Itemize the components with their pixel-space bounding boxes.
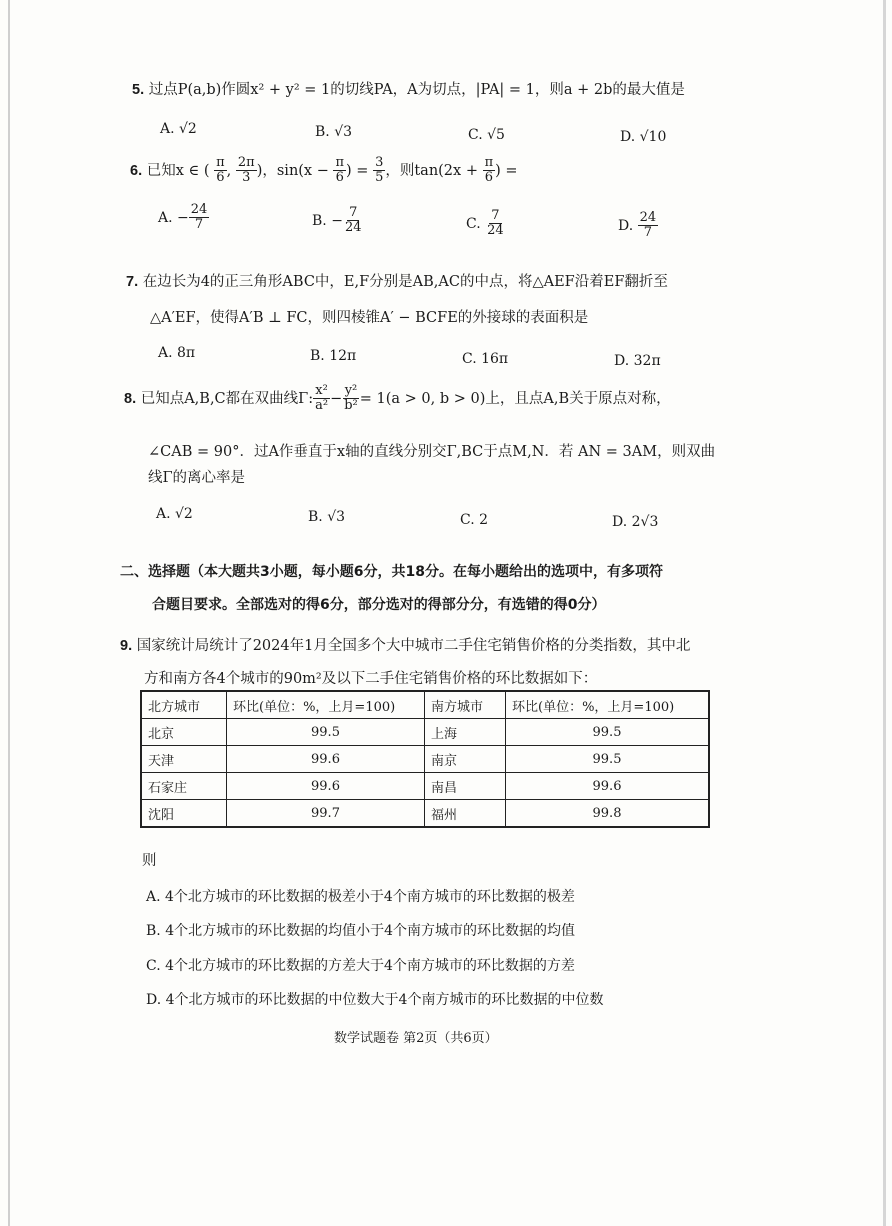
fraction [313, 384, 330, 414]
fraction [343, 206, 364, 236]
stem-part: 已知x ∈ ( [146, 162, 210, 179]
stem-part: = 1(a > 0, b > 0)上，且点A,B关于原点对称， [359, 390, 671, 407]
denominator: 6 [216, 170, 225, 186]
option-d: D. 32π [614, 353, 661, 369]
numerator: 3 [375, 155, 384, 170]
option-sign: − [331, 212, 343, 229]
option-a: A. √2 [156, 506, 193, 522]
table-cell: 石家庄 [141, 773, 227, 800]
numerator: 24 [639, 210, 657, 225]
table-row [141, 746, 709, 773]
page-footer: 数学试题卷 第2页（共6页） [334, 1031, 498, 1046]
denominator: 7 [643, 225, 653, 241]
question-7 [126, 270, 668, 291]
section-heading-line2: 合题目要求。全部选对的得6分，部分选对的得部分分，有选错的得0分） [152, 597, 606, 613]
denominator: 3 [242, 170, 251, 186]
fraction [373, 156, 385, 186]
option-a: A. √2 [160, 121, 197, 137]
stem-part: 已知点A,B,C都在双曲线Γ: [140, 390, 314, 407]
fraction [236, 156, 257, 186]
numerator: 2π [237, 155, 255, 170]
question-6: 6. 已知x ∈ ( $\frac{\pi}{6}$ , $\frac{2\pi}{3}$ )，sin(x − $\frac{\pi}{6}$ ) = $\frac{3}{5}$ ，则tan(2x + $\frac{\pi}{6}$ ) = [130, 155, 518, 186]
minus-sign: − [330, 390, 343, 407]
table-cell: 南京 [425, 746, 506, 773]
fraction [214, 156, 227, 186]
option-b: B. 4个北方城市的环比数据的均值小于4个南方城市的环比数据的均值 [146, 923, 576, 939]
table-cell: 天津 [141, 746, 227, 773]
table-cell: 北京 [141, 719, 227, 746]
data-table [140, 690, 710, 828]
table-header: 环比(单位：%，上月=100) [227, 691, 425, 719]
table-row [141, 773, 709, 800]
option-c: C. √5 [468, 127, 505, 143]
option-c: C. 16π [462, 351, 509, 367]
question-5 [132, 78, 685, 99]
table-cell: 99.5 [506, 746, 710, 773]
table-cell: 99.6 [506, 773, 710, 800]
question-number: 7. [126, 274, 139, 290]
table-cell: 福州 [425, 800, 506, 828]
stem-part: ) = [346, 162, 369, 179]
question-number: 5. [132, 82, 145, 98]
option-a: A. 4个北方城市的环比数据的极差小于4个南方城市的环比数据的极差 [146, 889, 575, 905]
table-header: 环比(单位：%，上月=100) [506, 691, 710, 719]
table-cell: 99.6 [227, 773, 425, 800]
table-cell: 99.5 [227, 719, 425, 746]
question-stem-line1: 国家统计局统计了2024年1月全国多个大中城市二手住宅销售价格的分类指数，其中北 [136, 638, 691, 654]
table-cell: 99.5 [506, 719, 710, 746]
section-heading-line1: 二、选择题（本大题共3小题，每小题6分，共18分。在每小题给出的选项中，有多项符 [120, 564, 663, 580]
question-stem-line2: ∠CAB = 90°．过A作垂直于x轴的直线分别交Γ,BC于点M,N．若 AN = 3AM，则双曲 [148, 444, 716, 460]
fraction [189, 203, 210, 233]
denominator: 6 [335, 170, 344, 186]
numerator: π [484, 155, 494, 170]
question-9 [120, 634, 690, 655]
denominator: 7 [194, 217, 204, 233]
option-a: A. 8π [158, 345, 196, 361]
numerator: 7 [349, 205, 358, 220]
option-b: B. √3 [315, 124, 353, 140]
question-number: 6. [130, 162, 143, 179]
page-edge-left [8, 0, 10, 1226]
denominator: 5 [375, 170, 384, 186]
table-cell: 99.8 [506, 800, 710, 828]
option-c: C. 2 [460, 512, 489, 528]
question-8 [124, 384, 671, 414]
question-stem-line2: 方和南方各4个城市的90m²及以下二手住宅销售价格的环比数据如下： [144, 671, 598, 687]
fraction [333, 156, 346, 186]
option-label: B. [312, 212, 327, 229]
stem-part: ) = [495, 162, 518, 179]
denominator: b² [344, 398, 358, 414]
table-header: 南方城市 [425, 691, 506, 719]
stem-part: ，则tan(2x + [385, 162, 478, 179]
fraction [485, 209, 506, 239]
then-label: 则 [142, 853, 157, 869]
option-b: B. √3 [308, 509, 346, 525]
option-c [466, 209, 506, 239]
table-cell: 上海 [425, 719, 506, 746]
option-label: C. [466, 215, 481, 232]
fraction [638, 211, 659, 241]
numerator: 7 [491, 208, 500, 223]
numerator: x² [315, 383, 328, 398]
option-b: B. 12π [310, 348, 357, 364]
fraction [342, 384, 360, 414]
denominator: a² [315, 398, 329, 414]
table-cell: 南昌 [425, 773, 506, 800]
option-d: D. 2√3 [612, 514, 659, 530]
table-cell: 99.6 [227, 746, 425, 773]
option-b [312, 206, 363, 236]
table-row [141, 800, 709, 828]
option-label: A. [158, 209, 173, 226]
option-label: D. [618, 217, 634, 234]
option-d: D. 4个北方城市的环比数据的中位数大于4个南方城市的环比数据的中位数 [146, 992, 604, 1008]
question-stem-line1: 在边长为4的正三角形ABC中，E,F分别是AB,AC的中点，将△AEF沿着EF翻折至 [142, 274, 668, 290]
option-a [158, 203, 209, 233]
fraction [483, 156, 496, 186]
question-number: 8. [124, 390, 137, 407]
numerator: y² [344, 383, 358, 398]
table-row [141, 719, 709, 746]
table-header-row [141, 691, 709, 719]
table-cell: 沈阳 [141, 800, 227, 828]
option-d [618, 211, 658, 241]
page-edge-right [883, 0, 886, 1226]
stem-part: )，sin(x − [256, 162, 329, 179]
numerator: 24 [190, 202, 208, 217]
denominator: 6 [484, 170, 493, 186]
option-c: C. 4个北方城市的环比数据的方差大于4个南方城市的环比数据的方差 [146, 958, 575, 974]
table-header: 北方城市 [141, 691, 227, 719]
question-number: 9. [120, 638, 133, 654]
option-d: D. √10 [620, 129, 667, 145]
option-sign: − [177, 209, 189, 226]
question-stem: 过点P(a,b)作圆x² + y² = 1的切线PA，A为切点，|PA| = 1，则a + 2b的最大值是 [148, 82, 685, 98]
table-cell: 99.7 [227, 800, 425, 828]
numerator: π [216, 155, 225, 170]
denominator: 24 [487, 223, 504, 239]
numerator: π [335, 155, 345, 170]
question-stem-line3: 线Γ的离心率是 [148, 470, 246, 486]
denominator: 24 [344, 220, 362, 236]
question-stem-line2: △A′EF，使得A′B ⊥ FC，则四棱锥A′ − BCFE的外接球的表面积是 [150, 310, 589, 326]
